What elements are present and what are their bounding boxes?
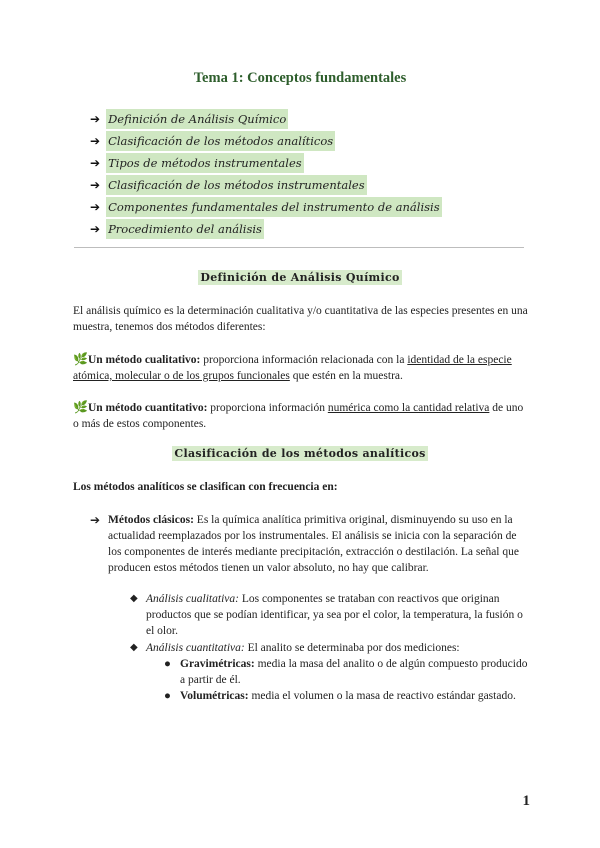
- toc-item[interactable]: ➔ Tipos de métodos instrumentales: [90, 152, 442, 174]
- bullet-icon: ●: [164, 658, 171, 670]
- arrow-icon: ➔: [90, 513, 101, 527]
- page-title: Tema 1: Conceptos fundamentales: [193, 70, 407, 86]
- classification-lead: Los métodos analíticos se clasifican con frecuencia en:: [73, 481, 338, 493]
- toc-item[interactable]: ➔ Definición de Análisis Químico: [90, 108, 442, 130]
- intro-paragraph: El análisis químico es la determinación cualitativa y/o cuantitativa de las especies presentes en una muestra, tenemos dos métodos diferentes:: [73, 305, 528, 333]
- leaf-icon: 🌿: [73, 352, 88, 366]
- gravimetric-item: ● Gravimétricas: media la masa del analito o de algún compuesto producido a partir de él.: [164, 658, 528, 686]
- arrow-icon: ➔: [90, 200, 101, 214]
- toc-item[interactable]: ➔ Clasificación de los métodos analíticos: [90, 130, 442, 152]
- toc-item[interactable]: ➔ Clasificación de los métodos instrumentales: [90, 174, 442, 196]
- leaf-icon: 🌿: [73, 400, 88, 414]
- toc-item[interactable]: ➔ Componentes fundamentales del instrumento de análisis: [90, 196, 442, 218]
- page-number: 1: [522, 793, 530, 809]
- horizontal-divider: [74, 247, 524, 248]
- arrow-icon: ➔: [90, 156, 101, 170]
- diamond-bullet-icon: ◆: [130, 642, 138, 653]
- quantitative-analysis-item: ◆ Análisis cuantitativa: El analito se determinaba por dos mediciones:: [130, 642, 460, 654]
- bullet-icon: ●: [164, 690, 171, 702]
- qualitative-paragraph: 🌿Un método cualitativo: proporciona información relacionada con la identidad de la especie atómica, molecular o de los grupos funcionales que estén en la muestra.: [73, 352, 512, 382]
- section-heading-classification: Clasificación de los métodos analíticos: [174, 447, 426, 460]
- qualitative-analysis-item: ◆ Análisis cualitativa: Los componentes se trataban con reactivos que originan productos que se podían identificar, ya sea por el color, la temperatura, la fusión o el olor.: [130, 593, 523, 637]
- volumetric-item: ● Volumétricas: media el volumen o la masa de reactivo estándar gastado.: [164, 690, 516, 702]
- table-of-contents: [90, 108, 442, 240]
- classic-methods-item: ➔ Métodos clásicos: Es la química analítica primitiva original, disminuyendo su uso en la actualidad reemplazados por los instrumentales. El análisis se inicia con la separación de los componentes de interés mediante precipitación, extracción o destilación. La señal que producen estos métodos tienen un valor absoluto, no hay que calibrar.: [90, 513, 519, 574]
- quantitative-paragraph: 🌿Un método cuantitativo: proporciona información numérica como la cantidad relativa de uno o más de estos componentes.: [73, 400, 524, 430]
- arrow-icon: ➔: [90, 178, 101, 192]
- arrow-icon: ➔: [90, 134, 101, 148]
- diamond-bullet-icon: ◆: [130, 593, 138, 604]
- section-heading-definition: Definición de Análisis Químico: [200, 271, 400, 284]
- toc-item[interactable]: ➔ Procedimiento del análisis: [90, 218, 442, 240]
- arrow-icon: ➔: [90, 112, 101, 126]
- arrow-icon: ➔: [90, 222, 101, 236]
